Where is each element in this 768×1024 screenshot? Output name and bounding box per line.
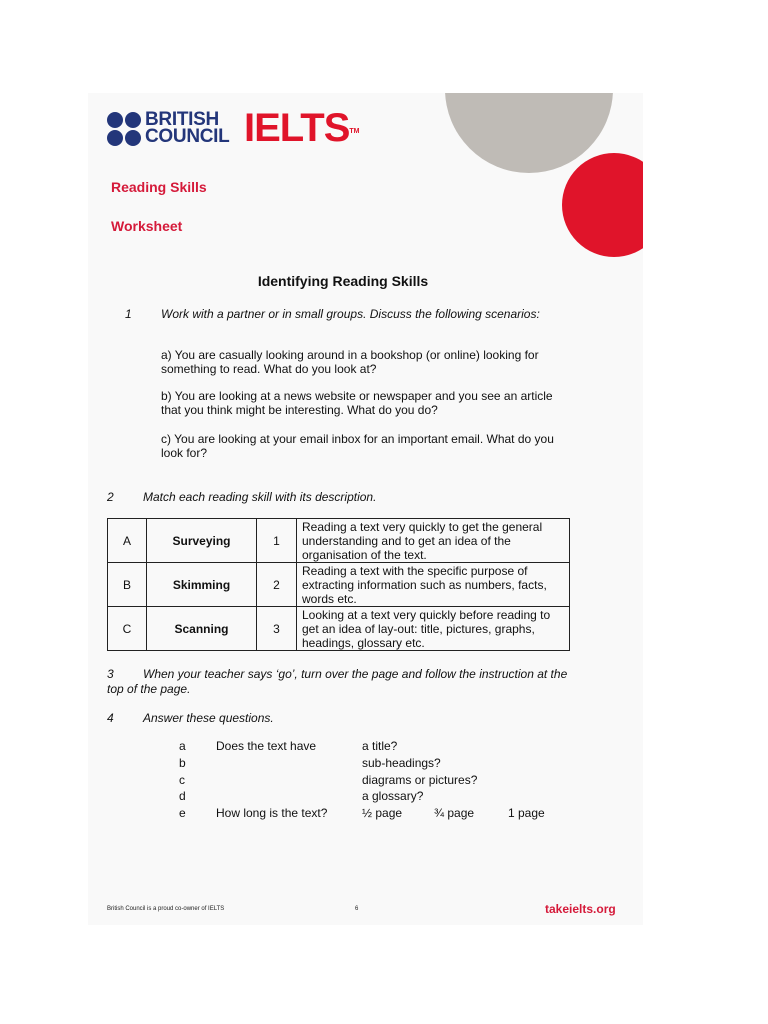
page-number: 6: [355, 906, 359, 912]
skill-description: Looking at a text very quickly before reading to get an idea of lay-out: title, pictures, graphs, headings, glossary etc.: [297, 607, 570, 651]
question-2-number: 2: [107, 490, 114, 504]
skill-letter: A: [108, 519, 147, 563]
skill-letter: C: [108, 607, 147, 651]
item-text: a title?: [362, 739, 398, 753]
question-4-instruction: Answer these questions.: [143, 711, 274, 725]
description-number: 3: [257, 607, 297, 651]
skill-letter: B: [108, 563, 147, 607]
description-number: 1: [257, 519, 297, 563]
item-text: diagrams or pictures?: [362, 773, 478, 787]
item-text: a glossary?: [362, 789, 424, 803]
question-1-number: 1: [125, 307, 132, 321]
table-row: [108, 607, 570, 651]
item-prompt: How long is the text?: [216, 806, 328, 820]
page-title: Identifying Reading Skills: [257, 273, 429, 289]
option-half-page: ½ page: [362, 806, 403, 820]
ielts-logo: IELTS™: [244, 106, 360, 150]
item-text: sub-headings?: [362, 756, 441, 770]
question-3-instruction: When your teacher says ‘go’, turn over the page and follow the instruction at the top of the page.: [107, 667, 568, 696]
skill-description: Reading a text very quickly to get the general understanding and to get an idea of the organisation of the text.: [297, 519, 570, 563]
table-row: [108, 563, 570, 607]
table-row: [108, 519, 570, 563]
question-2-instruction: Match each reading skill with its description.: [143, 490, 377, 504]
question-1-instruction: Work with a partner or in small groups. Discuss the following scenarios:: [161, 307, 540, 321]
scenario-c: c) You are looking at your email inbox for an important email. What do you look for?: [161, 432, 554, 460]
item-letter: b: [179, 756, 186, 770]
question-4-number: 4: [107, 711, 114, 725]
decorative-circle-overlap: [562, 153, 643, 257]
option-one-page: 1 page: [508, 806, 545, 820]
footer-website-link[interactable]: takeielts.org: [545, 902, 616, 916]
british-council-wordmark: BRITISH COUNCIL: [145, 109, 230, 147]
scenario-b: b) You are looking at a news website or newspaper and you see an article that you think might be interesting. What do you do?: [161, 389, 553, 417]
item-letter: d: [179, 789, 186, 803]
skills-matching-table: [107, 518, 570, 651]
skill-description: Reading a text with the specific purpose of extracting information such as numbers, facts, words etc.: [297, 563, 570, 607]
question-3-number: 3: [107, 667, 114, 681]
worksheet-page: [88, 93, 643, 925]
question-3: [107, 667, 587, 697]
description-number: 2: [257, 563, 297, 607]
skill-name: Surveying: [147, 519, 257, 563]
option-three-quarter-page: ¾ page: [434, 806, 475, 820]
section-heading: Reading Skills: [111, 179, 207, 195]
skill-name: Skimming: [147, 563, 257, 607]
skill-name: Scanning: [147, 607, 257, 651]
item-prompt: Does the text have: [216, 739, 317, 753]
worksheet-label: Worksheet: [111, 218, 183, 234]
footer-coowner-note: British Council is a proud co-owner of IELTS: [107, 906, 225, 912]
item-letter: e: [179, 806, 186, 820]
item-letter: c: [179, 773, 185, 787]
item-letter: a: [179, 739, 186, 753]
british-council-logo-icon: [107, 112, 141, 146]
scenario-a: a) You are casually looking around in a bookshop (or online) looking for something to read. What do you look at?: [161, 348, 539, 376]
